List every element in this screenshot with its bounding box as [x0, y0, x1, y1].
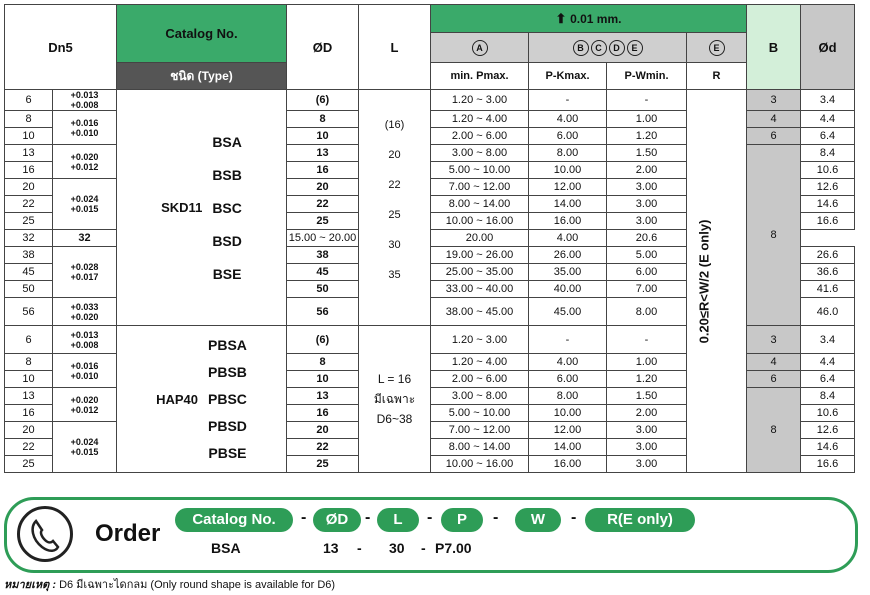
order-dash: -	[357, 540, 362, 556]
p-value: 2.00 ~ 6.00	[431, 128, 529, 145]
pw-value: 3.00	[607, 439, 687, 456]
dn-value: 6	[5, 90, 53, 111]
pw-value: 6.00	[607, 264, 687, 281]
d-value: 14.6	[801, 439, 855, 456]
dn-value: 6	[5, 326, 53, 354]
pk-value: 14.00	[529, 439, 607, 456]
order-dash: -	[571, 509, 577, 526]
p-value: 5.00 ~ 10.00	[431, 162, 529, 179]
dn-value: 38	[5, 247, 53, 264]
od-value: 16	[287, 162, 359, 179]
p-value: 3.00 ~ 8.00	[431, 388, 529, 405]
p-value: 10.00 ~ 16.00	[431, 213, 529, 230]
dn-value: 16	[5, 405, 53, 422]
catalog-type: BSC	[212, 199, 242, 216]
order-dash: -	[427, 509, 433, 526]
order-pill-p: P	[441, 508, 483, 532]
pk-value: 8.00	[529, 145, 607, 162]
d-value: 8.4	[801, 388, 855, 405]
od-value: 25	[287, 456, 359, 473]
order-box	[4, 497, 858, 573]
pw-header: P-Wmin.	[607, 63, 687, 90]
catalog-type: BSD	[212, 232, 242, 249]
tolerance-upper: +0.020	[70, 394, 99, 405]
p-value: 3.00 ~ 8.00	[431, 145, 529, 162]
tolerance-upper: +0.016	[70, 117, 99, 128]
pk-value: 16.00	[529, 456, 607, 473]
pw-value: 5.00	[607, 247, 687, 264]
p-value: 8.00 ~ 14.00	[431, 196, 529, 213]
b-value: 3	[747, 326, 801, 354]
material-label: HAP40	[156, 391, 198, 407]
order-pill-l: L	[377, 508, 419, 532]
od-value: 13	[287, 145, 359, 162]
pk-value: 6.00	[529, 128, 607, 145]
order-example-catalog: BSA	[211, 540, 241, 556]
order-pill-w: W	[515, 508, 561, 532]
l-value: 30	[388, 239, 401, 251]
tolerance-lower: +0.020	[70, 311, 99, 322]
d-value: 4.4	[801, 354, 855, 371]
pk-value: 40.00	[529, 281, 607, 298]
catalog-cell	[117, 326, 287, 473]
p-value: 1.20 ~ 3.00	[431, 90, 529, 111]
order-pill-catalog: Catalog No.	[175, 508, 293, 532]
l-note: มีเฉพาะ	[373, 392, 416, 406]
l-value: 25	[388, 209, 401, 221]
catalog-type: PBSA	[208, 337, 247, 353]
tolerance-upper: +0.020	[70, 151, 99, 162]
tolerance-lower: +0.010	[70, 127, 99, 138]
tolerance	[53, 247, 117, 298]
dn-value: 32	[5, 230, 53, 247]
pk-value: 4.00	[529, 354, 607, 371]
order-pill-od: ØD	[313, 508, 361, 532]
d-header: Ød	[801, 5, 855, 90]
d-value: 16.6	[801, 456, 855, 473]
pk-value: 8.00	[529, 388, 607, 405]
d-value: 41.6	[801, 281, 855, 298]
pk-value: 26.00	[529, 247, 607, 264]
od-value: 10	[287, 128, 359, 145]
dn-value: 22	[5, 439, 53, 456]
phone-icon	[17, 506, 73, 562]
p-value: 8.00 ~ 14.00	[431, 439, 529, 456]
d-value: 20.6	[607, 230, 687, 247]
catalog-header: Catalog No.	[117, 5, 287, 63]
pk-value: 4.00	[529, 111, 607, 128]
tolerance	[53, 179, 117, 230]
dn-value: 56	[5, 298, 53, 326]
l-value: 35	[388, 269, 401, 281]
order-dash: -	[421, 540, 426, 556]
catalog-cell	[117, 90, 287, 326]
catalog-type: PBSD	[208, 418, 247, 434]
d-value: 3.4	[801, 90, 855, 111]
p-value: 5.00 ~ 10.00	[431, 405, 529, 422]
tolerance-upper: +0.033	[70, 301, 99, 312]
pw-value: 3.00	[607, 213, 687, 230]
od-value: 56	[287, 298, 359, 326]
l-value: 20	[388, 149, 401, 161]
tolerance-lower: +0.015	[70, 447, 99, 457]
dn-value: 20	[5, 179, 53, 196]
pw-value: 1.20	[607, 128, 687, 145]
r-header: R	[687, 63, 747, 90]
d-value: 6.4	[801, 371, 855, 388]
tolerance-upper: +0.013	[70, 90, 99, 100]
pk-header: P-Kmax.	[529, 63, 607, 90]
tolerance-upper: +0.028	[70, 262, 99, 272]
pk-value: 10.00	[529, 162, 607, 179]
pw-value: 3.00	[607, 456, 687, 473]
dn-value: 13	[5, 388, 53, 405]
tolerance	[53, 422, 117, 473]
l-note: L = 16	[377, 372, 412, 386]
pw-value: 8.00	[607, 298, 687, 326]
d-value: 16.6	[801, 213, 855, 230]
tolerance-lower: +0.008	[70, 339, 99, 350]
order-pill-r: R(E only)	[585, 508, 695, 532]
footnote	[4, 575, 335, 593]
tolerance-upper: +0.024	[70, 194, 99, 204]
pk-value: 14.00	[529, 196, 607, 213]
od-value: 16	[287, 405, 359, 422]
dn-value: 25	[5, 213, 53, 230]
pk-value: 16.00	[529, 213, 607, 230]
type-header: ชนิด (Type)	[117, 63, 287, 90]
dn-value: 10	[5, 128, 53, 145]
tolerance	[53, 298, 117, 326]
tolerance	[53, 326, 117, 354]
b-value: 4	[747, 354, 801, 371]
p-value: 38.00 ~ 45.00	[431, 298, 529, 326]
od-value: 10	[287, 371, 359, 388]
l-note: D6~38	[376, 412, 413, 426]
order-dash: -	[301, 509, 307, 526]
p-value: 1.20 ~ 4.00	[431, 111, 529, 128]
l-cell	[359, 90, 431, 326]
tolerance-lower: +0.012	[70, 161, 99, 172]
d-value: 3.4	[801, 326, 855, 354]
pk-value: 35.00	[529, 264, 607, 281]
l-value: 22	[388, 179, 401, 191]
material-label: SKD11	[161, 200, 203, 215]
pw-value: 1.50	[607, 145, 687, 162]
d-value: 4.4	[801, 111, 855, 128]
catalog-type: BSA	[212, 133, 242, 150]
catalog-type: PBSE	[208, 445, 247, 461]
b-value: 6	[747, 371, 801, 388]
tolerance-upper: +0.016	[70, 360, 99, 371]
p-value: 7.00 ~ 12.00	[431, 179, 529, 196]
tolerance	[53, 145, 117, 179]
catalog-type: PBSC	[208, 391, 247, 407]
tolerance-lower: +0.015	[70, 204, 99, 214]
d-value: 26.6	[801, 247, 855, 264]
col-a-header: A	[431, 33, 529, 63]
pw-value: 2.00	[607, 162, 687, 179]
tolerance	[53, 111, 117, 145]
pk-value: 45.00	[529, 298, 607, 326]
spec-table	[4, 4, 855, 473]
r-note: 0.20≤R<W/2 (E only)	[696, 219, 712, 343]
od-value: 25	[287, 213, 359, 230]
od-value: 8	[287, 111, 359, 128]
dn5-header: Dn5	[5, 5, 117, 90]
unit-header: ⬆ 0.01 mm.	[431, 5, 747, 33]
pw-value: 1.00	[607, 354, 687, 371]
tolerance	[53, 388, 117, 422]
up-arrow-icon: ⬆	[555, 10, 567, 26]
order-example-p: P7.00	[435, 540, 472, 556]
pk-value: 20.00	[431, 230, 529, 247]
d-value: 14.6	[801, 196, 855, 213]
pk-value: 12.00	[529, 179, 607, 196]
od-value: 32	[53, 230, 117, 247]
min-p-header: min. Pmax.	[431, 63, 529, 90]
p-value: 2.00 ~ 6.00	[431, 371, 529, 388]
tolerance	[53, 90, 117, 111]
dn-value: 8	[5, 111, 53, 128]
tolerance-lower: +0.010	[70, 370, 99, 381]
dn-value: 50	[5, 281, 53, 298]
catalog-type: BSB	[212, 166, 242, 183]
order-dash: -	[365, 509, 371, 526]
tolerance-upper: +0.013	[70, 329, 99, 340]
order-example-od: 13	[323, 540, 339, 556]
d-value: 6.4	[801, 128, 855, 145]
od-value: 45	[287, 264, 359, 281]
od-value: 13	[287, 388, 359, 405]
dn-value: 45	[5, 264, 53, 281]
dn-value: 20	[5, 422, 53, 439]
pw-value: 2.00	[607, 405, 687, 422]
p-value: 19.00 ~ 26.00	[431, 247, 529, 264]
tolerance-lower: +0.008	[70, 100, 99, 110]
b-value: 6	[747, 128, 801, 145]
dn-value: 13	[5, 145, 53, 162]
footnote-text: D6 มีเฉพาะไดกลม (Only round shape is available for D6)	[59, 579, 336, 591]
l-value: (16)	[384, 119, 405, 131]
pw-value: -	[607, 90, 687, 111]
r-cell	[687, 90, 747, 473]
p-value: 1.20 ~ 4.00	[431, 354, 529, 371]
od-value: 38	[287, 247, 359, 264]
d-value: 8.4	[801, 145, 855, 162]
od-header: ØD	[287, 5, 359, 90]
d-value: 36.6	[801, 264, 855, 281]
pw-value: 3.00	[607, 179, 687, 196]
od-value: 22	[287, 196, 359, 213]
pk-value: 6.00	[529, 371, 607, 388]
b-value: 4	[747, 111, 801, 128]
d-value: 12.6	[801, 422, 855, 439]
b-value: 8	[747, 388, 801, 473]
od-value: 22	[287, 439, 359, 456]
pw-value: 3.00	[607, 422, 687, 439]
dn-value: 16	[5, 162, 53, 179]
tolerance-upper: +0.024	[70, 437, 99, 447]
dn-value: 22	[5, 196, 53, 213]
pw-value: 1.00	[607, 111, 687, 128]
catalog-type: PBSB	[208, 364, 247, 380]
od-value: (6)	[287, 90, 359, 111]
col-bcde-header: B C D E	[529, 33, 687, 63]
pk-value: 12.00	[529, 422, 607, 439]
col-e-header: E	[687, 33, 747, 63]
pk-value: -	[529, 90, 607, 111]
d-value: 46.0	[801, 298, 855, 326]
l-header: L	[359, 5, 431, 90]
b-value: 8	[747, 145, 801, 326]
d-value: 10.6	[801, 405, 855, 422]
pw-value: 1.50	[607, 388, 687, 405]
pw-value: 4.00	[529, 230, 607, 247]
pk-value: 10.00	[529, 405, 607, 422]
order-title: Order	[95, 520, 161, 547]
table-row	[5, 90, 855, 111]
order-dash: -	[493, 509, 499, 526]
order-example-l: 30	[389, 540, 405, 556]
od-value: (6)	[287, 326, 359, 354]
od-value: 50	[287, 281, 359, 298]
pw-value: -	[607, 326, 687, 354]
footnote-label: หมายเหตุ :	[4, 579, 56, 591]
p-value: 7.00 ~ 12.00	[431, 422, 529, 439]
d-value: 12.6	[801, 179, 855, 196]
p-value: 33.00 ~ 40.00	[431, 281, 529, 298]
p-value: 10.00 ~ 16.00	[431, 456, 529, 473]
pw-value: 7.00	[607, 281, 687, 298]
pk-value: -	[529, 326, 607, 354]
dn-value: 10	[5, 371, 53, 388]
p-value: 15.00 ~ 20.00	[287, 230, 359, 247]
p-value: 25.00 ~ 35.00	[431, 264, 529, 281]
d-value: 10.6	[801, 162, 855, 179]
dn-value: 8	[5, 354, 53, 371]
tolerance	[53, 354, 117, 388]
od-value: 20	[287, 422, 359, 439]
tolerance-lower: +0.017	[70, 272, 99, 282]
b-value: 3	[747, 90, 801, 111]
tolerance-lower: +0.012	[70, 404, 99, 415]
pw-value: 3.00	[607, 196, 687, 213]
pw-value: 1.20	[607, 371, 687, 388]
b-header: B	[747, 5, 801, 90]
od-value: 8	[287, 354, 359, 371]
p-value: 1.20 ~ 3.00	[431, 326, 529, 354]
catalog-type: BSE	[212, 265, 242, 282]
l-cell	[359, 326, 431, 473]
od-value: 20	[287, 179, 359, 196]
dn-value: 25	[5, 456, 53, 473]
